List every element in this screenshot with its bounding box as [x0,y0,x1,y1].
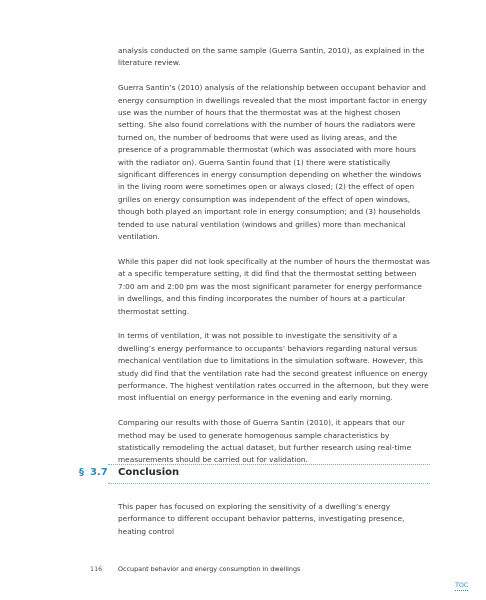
running-title: Occupant behavior and energy consumption in dwellings [118,565,301,573]
section-title: Conclusion [118,467,180,478]
section-paragraph: This paper has focused on exploring the sensitivity of a dwelling’s energy performance to different occupant behavior patterns, investigating presence, heating control [118,502,405,536]
paragraph-5: Comparing our results with those of Guerra Santin (2010), it appears that our method may be used to generate homogenous sample characteristics by statistically remodeling the actual dataset, but further research using real-time measurements should be carried out for validation. [118,418,412,465]
section-symbol: § [79,467,84,478]
section-divider-top [108,464,430,465]
section-body [118,501,430,551]
toc-link[interactable]: TOC [455,581,469,589]
page-number: 116 [90,565,103,573]
paragraph-4: In terms of ventilation, it was not possible to investigate the sensitivity of a dwelling’s energy performance to occupants’ behaviors regarding natural versus mechanical ventilation due to limitations in the simulation software. However, this study did find that the ventilation rate had the second greatest influence on energy performance. The highest ventilation rates occurred in the afternoon, but they were most influential on energy performance in the evening and early morning. [118,331,429,403]
paragraph-1: analysis conducted on the same sample (Guerra Santin, 2010), as explained in the literature review. [118,46,425,68]
paragraph-3: While this paper did not look specifically at the number of hours the thermostat was at a specific temperature setting, it did find that the thermostat setting between 7:00 am and 2:00 pm was the most significant parameter for energy performance in dwellings, and this finding incorporates the number of hours at a particular thermostat setting. [118,256,430,316]
paragraph-2: Guerra Santin’s (2010) analysis of the relationship between occupant behavior and energy consumption in dwellings revealed that the most important factor in energy use was the number of hours that the thermostat was at the highest chosen setting. She also found correlations with the number of hours the radiators were turned on, the number of bedrooms that were used as living areas, and the presence of a programmable thermostat (which was associated with more hours with the radiator on). Guerra Santin found that (1) there were statistically significant differences in energy consumption depending on whether the windows in the living room were sometimes open or always closed; (2) the effect of open grilles on energy consumption was independent of the effect of open windows, though both played an important role in energy consumption; and (3) households tended to use natural ventilation (windows and grilles) more than mechanical ventilation. [118,83,427,242]
body-text [118,45,430,479]
section-number: 3.7 [90,467,108,478]
section-divider-bottom [108,483,430,484]
